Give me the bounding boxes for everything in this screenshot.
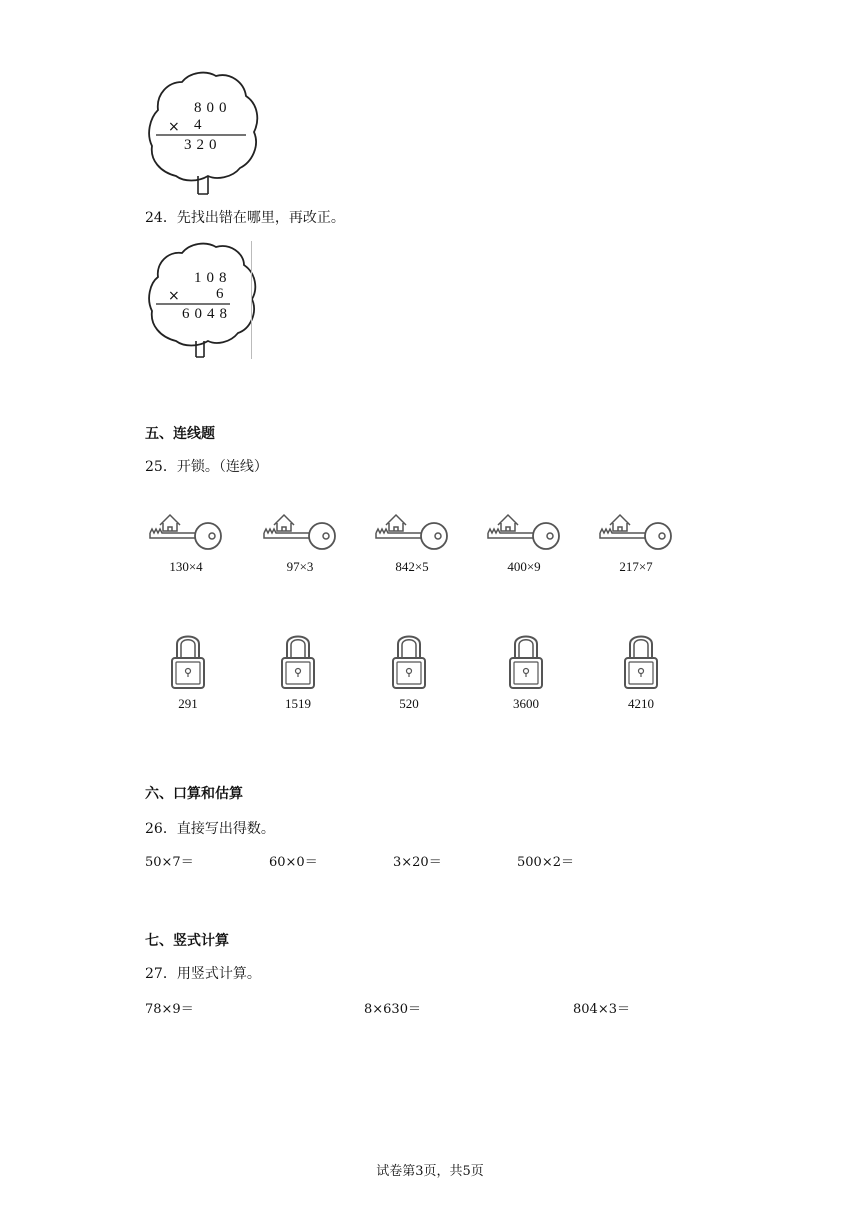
- key-label: 130×4: [169, 559, 203, 574]
- section-title-6: 六、口算和估算: [145, 786, 243, 802]
- keys-row: [0, 505, 860, 585]
- key-label: 400×9: [507, 559, 541, 574]
- question-25: 25．开锁。（连线）: [145, 459, 268, 475]
- tree-1-times-sign: ×: [168, 119, 180, 135]
- tree-1-result: 320: [184, 137, 222, 153]
- mental-math-item: 3×20＝: [393, 855, 442, 870]
- tree-2-multiplier: 6: [216, 286, 229, 302]
- key-label: 842×5: [395, 559, 429, 574]
- lock-label: 291: [178, 696, 198, 711]
- padlock-icon: [258, 630, 338, 690]
- padlock-icon: [486, 630, 566, 690]
- tree-2-result: 6048: [182, 306, 232, 322]
- key-item[interactable]: [372, 505, 452, 575]
- tree-outline: [146, 241, 262, 361]
- lock-item[interactable]: [369, 630, 449, 712]
- key-item[interactable]: [260, 505, 340, 575]
- tree-2-top-number: 108: [194, 270, 232, 286]
- section-title-5: 五、连线题: [145, 426, 215, 442]
- mental-math-item: 50×7＝: [145, 855, 194, 870]
- key-item[interactable]: [484, 505, 564, 575]
- key-label: 217×7: [619, 559, 653, 574]
- key-icon: [260, 505, 340, 551]
- question-27: 27．用竖式计算。: [145, 966, 261, 982]
- lock-label: 3600: [513, 696, 539, 711]
- locks-row: [0, 630, 860, 720]
- tree-card-2: [146, 241, 262, 361]
- question-24: 24．先找出错在哪里，再改正。: [145, 210, 345, 226]
- key-item[interactable]: [596, 505, 676, 575]
- page-footer: 试卷第3页，共5页: [376, 1164, 484, 1179]
- tree-1-top-number: 800: [194, 100, 232, 116]
- tree-card-1: [146, 68, 262, 196]
- vertical-divider: [251, 241, 252, 359]
- lock-label: 4210: [628, 696, 654, 711]
- padlock-icon: [601, 630, 681, 690]
- vertical-calc-item: 804×3＝: [573, 1002, 630, 1017]
- section-title-7: 七、竖式计算: [145, 933, 229, 949]
- key-icon: [596, 505, 676, 551]
- lock-label: 520: [399, 696, 419, 711]
- mental-math-item: 500×2＝: [517, 855, 574, 870]
- key-icon: [372, 505, 452, 551]
- padlock-icon: [148, 630, 228, 690]
- lock-item[interactable]: [486, 630, 566, 712]
- lock-item[interactable]: [258, 630, 338, 712]
- key-icon: [146, 505, 226, 551]
- lock-item[interactable]: [148, 630, 228, 712]
- mental-math-item: 60×0＝: [269, 855, 318, 870]
- padlock-icon: [369, 630, 449, 690]
- tree-2-times-sign: ×: [168, 288, 180, 304]
- vertical-calc-item: 78×9＝: [145, 1002, 194, 1017]
- lock-label: 1519: [285, 696, 311, 711]
- key-icon: [484, 505, 564, 551]
- vertical-calc-item: 8×630＝: [364, 1002, 421, 1017]
- key-label: 97×3: [286, 559, 314, 574]
- tree-1-multiplier: 4: [194, 117, 207, 133]
- lock-item[interactable]: [601, 630, 681, 712]
- question-26: 26．直接写出得数。: [145, 821, 275, 837]
- key-item[interactable]: [146, 505, 226, 575]
